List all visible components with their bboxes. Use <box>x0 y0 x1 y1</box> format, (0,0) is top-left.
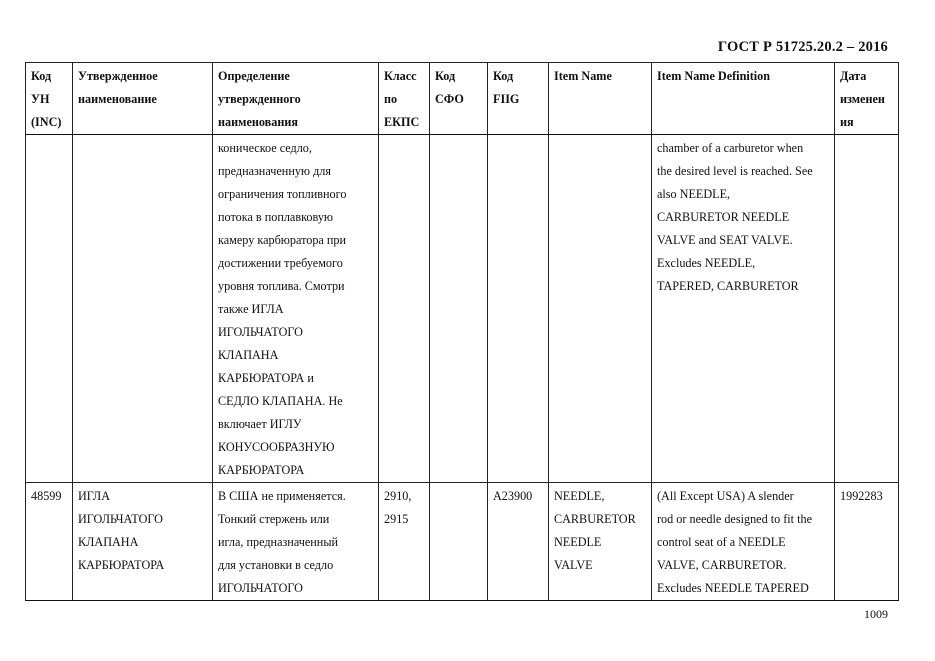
cell-line: ИГОЛЬЧАТОГО <box>218 581 303 595</box>
cell-inc-code <box>26 483 73 601</box>
cell-line: игла, предназначенный <box>218 535 339 549</box>
cell-line: Excludes NEEDLE TAPERED <box>657 581 809 595</box>
cell-line: NEEDLE, <box>554 489 605 503</box>
cell-line: also NEEDLE, <box>657 187 731 201</box>
cell-line: 1992283 <box>840 489 883 503</box>
table-row <box>26 135 899 483</box>
cell-inc-code <box>26 135 73 483</box>
cell-line: КАРБЮРАТОРА <box>218 463 305 477</box>
cell-sfo-code <box>430 135 488 483</box>
cell-line: наименование <box>78 92 157 106</box>
cell-line: предназначенную для <box>218 164 331 178</box>
document-title: ГОСТ Р 51725.20.2 – 2016 <box>717 39 888 55</box>
cell-line: A23900 <box>493 489 533 503</box>
cell-line: для установки в седло <box>218 558 334 572</box>
header-item-name <box>549 63 652 135</box>
cell-line: ЕКПС <box>384 115 420 129</box>
cell-line: УН <box>31 92 50 106</box>
cell-line: ИГЛА <box>78 489 110 503</box>
cell-change-date <box>835 483 899 601</box>
cell-line: (All Except USA) A slender <box>657 489 794 503</box>
cell-line: (INC) <box>31 115 62 129</box>
header-approved-name <box>73 63 213 135</box>
cell-line: В США не применяется. <box>218 489 346 503</box>
cell-change-date <box>835 135 899 483</box>
cell-line: CARBURETOR <box>554 512 636 526</box>
cell-line: наименования <box>218 115 298 129</box>
header-sfo-code <box>430 63 488 135</box>
cell-line: 2910, <box>384 489 412 503</box>
cell-line: 2915 <box>384 512 409 526</box>
header-inc-code <box>26 63 73 135</box>
cell-line: включает ИГЛУ <box>218 417 302 431</box>
header-ekps-class <box>379 63 430 135</box>
cell-line: утвержденного <box>218 92 301 106</box>
cell-line: ия <box>840 115 854 129</box>
cell-fiig-code <box>488 135 549 483</box>
cell-line: NEEDLE <box>554 535 602 549</box>
cell-line: Item Name <box>554 69 612 83</box>
cell-line: Excludes NEEDLE, <box>657 256 756 270</box>
cell-line: коническое седло, <box>218 141 312 155</box>
cell-line: КЛАПАНА <box>218 348 279 362</box>
cell-line: VALVE, CARBURETOR. <box>657 558 787 572</box>
cell-line: rod or needle designed to fit the <box>657 512 813 526</box>
cell-line: достижении требуемого <box>218 256 343 270</box>
cell-item-name <box>549 483 652 601</box>
cell-name-definition <box>213 135 379 483</box>
cell-line: также ИГЛА <box>218 302 284 316</box>
cell-line: Код <box>435 69 456 83</box>
cell-line: Item Name Definition <box>657 69 771 83</box>
cell-line: потока в поплавковую <box>218 210 334 224</box>
cell-line: VALVE and SEAT VALVE. <box>657 233 793 247</box>
cell-approved-name <box>73 483 213 601</box>
cell-line: 48599 <box>31 489 62 503</box>
cell-line: КЛАПАНА <box>78 535 139 549</box>
cell-line: уровня топлива. Смотри <box>218 279 345 293</box>
cell-line: VALVE <box>554 558 593 572</box>
cell-line: chamber of a carburetor when <box>657 141 804 155</box>
cell-line: камеру карбюратора при <box>218 233 347 247</box>
cell-item-name-definition <box>652 135 835 483</box>
cell-line: TAPERED, CARBURETOR <box>657 279 799 293</box>
cell-line: Код <box>31 69 52 83</box>
table-row <box>26 483 899 601</box>
cell-item-name <box>549 135 652 483</box>
header-change-date <box>835 63 899 135</box>
cell-ekps-class <box>379 135 430 483</box>
cell-line: СЕДЛО КЛАПАНА. Не <box>218 394 343 408</box>
page-number: 1009 <box>864 607 888 621</box>
cell-sfo-code <box>430 483 488 601</box>
cell-line: Определение <box>218 69 290 83</box>
cell-line: ограничения топливного <box>218 187 347 201</box>
cell-line: the desired level is reached. See <box>657 164 813 178</box>
cell-line: Тонкий стержень или <box>218 512 330 526</box>
cell-approved-name <box>73 135 213 483</box>
cell-line: ИГОЛЬЧАТОГО <box>218 325 303 339</box>
cell-line: Код <box>493 69 514 83</box>
cell-line: ИГОЛЬЧАТОГО <box>78 512 163 526</box>
cell-line: изменен <box>840 92 885 106</box>
header-item-name-definition <box>652 63 835 135</box>
cell-line: по <box>384 92 398 106</box>
cell-line: FIIG <box>493 92 520 106</box>
table-header-row <box>26 63 899 135</box>
cell-fiig-code <box>488 483 549 601</box>
cell-line: Класс <box>384 69 417 83</box>
cell-line: СФО <box>435 92 464 106</box>
cell-line: КАРБЮРАТОРА и <box>218 371 314 385</box>
data-table <box>25 62 899 601</box>
cell-line: Дата <box>840 69 867 83</box>
cell-line: Утвержденное <box>78 69 158 83</box>
cell-ekps-class <box>379 483 430 601</box>
cell-item-name-definition <box>652 483 835 601</box>
cell-line: КАРБЮРАТОРА <box>78 558 165 572</box>
cell-name-definition <box>213 483 379 601</box>
cell-line: CARBURETOR NEEDLE <box>657 210 790 224</box>
header-name-definition <box>213 63 379 135</box>
cell-line: КОНУСООБРАЗНУЮ <box>218 440 335 454</box>
header-fiig-code <box>488 63 549 135</box>
cell-line: control seat of a NEEDLE <box>657 535 786 549</box>
